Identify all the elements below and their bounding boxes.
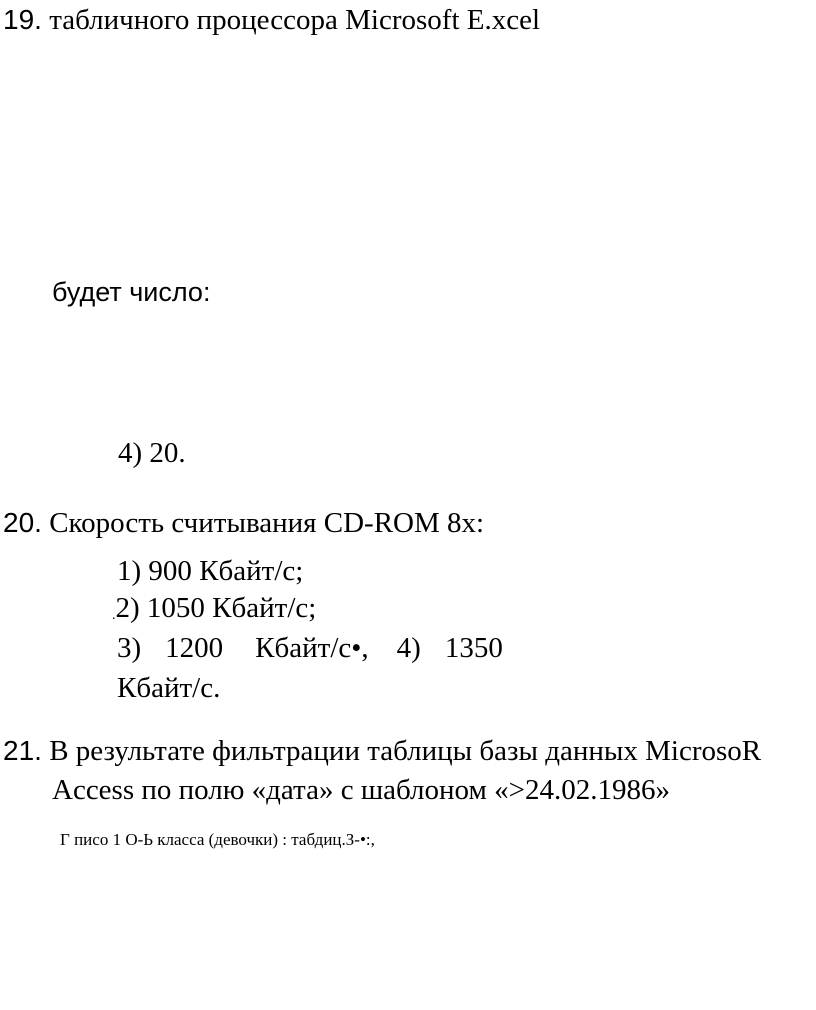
- question-20-line: [3, 505, 484, 541]
- question-19-continuation: будет число:: [52, 277, 211, 307]
- question-21-text-line-2: Access по полю «дата» с шаблоном «>24.02.1986»: [52, 774, 670, 806]
- question-20-text: Скорость считывания CD-ROM 8х:: [49, 507, 485, 539]
- question-20-option-1: 1) 900 Кбайт/с;: [117, 555, 304, 587]
- question-20-option-3-number: 3): [117, 632, 142, 664]
- question-19-number: 19.: [3, 4, 42, 35]
- question-20-option-4-unit: Кбайт/с.: [117, 672, 221, 704]
- question-20-option-3-unit: Кбайт/с•,: [255, 632, 369, 664]
- question-20-option-2-mark: .: [112, 608, 116, 623]
- question-21-table-caption: Г писо 1 О-Ь класса (девочки) : табдиц.З-•:,: [60, 830, 375, 849]
- question-20-option-3-value: 1200: [165, 632, 224, 664]
- question-19-line: [3, 2, 540, 38]
- question-20-number: 20.: [3, 507, 42, 538]
- question-21-text-line-1: В результате фильтрации таблицы базы данных MicrosoR: [49, 735, 762, 767]
- question-19-answer-4: 4) 20.: [118, 437, 186, 469]
- question-21-line: [3, 733, 761, 769]
- question-21-number: 21.: [3, 735, 42, 766]
- question-20-option-2-text: 2) 1050 Кбайт/с;: [115, 592, 317, 624]
- question-20-option-4-value: 1350: [444, 632, 503, 664]
- question-20-options-3-4: [117, 630, 503, 666]
- question-20-option-4-number: 4): [396, 632, 421, 664]
- question-20-option-2: [112, 590, 316, 634]
- question-19-text: табличного процессора Microsoft E.xcel: [49, 4, 541, 36]
